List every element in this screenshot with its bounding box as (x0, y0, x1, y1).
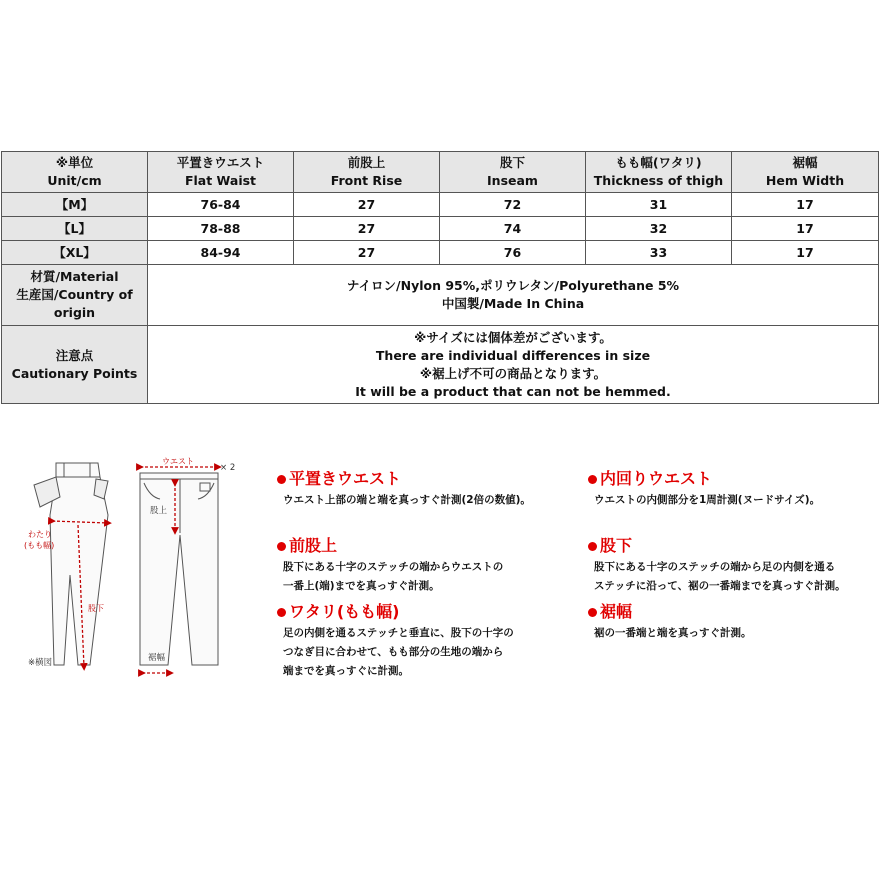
header-inseam: 股下 Inseam (440, 152, 586, 193)
cell-hem-width: 17 (732, 193, 879, 217)
cell-front-rise: 27 (294, 241, 440, 265)
cell-inseam: 74 (440, 217, 586, 241)
desc-title: ワタリ(もも幅) (277, 602, 514, 622)
notes-label: 注意点 Cautionary Points (2, 326, 148, 404)
pants-diagram (20, 455, 240, 685)
bullet-icon (588, 608, 597, 617)
material-label: 材質/Material 生産国/Country of origin (2, 265, 148, 326)
desc-inseam: 股下 股下にある十字のステッチの端から足の内側を通る ステッチに沿って、裾の一番端までを真っすぐ計測。 (588, 536, 846, 596)
inseam-label: 股下 (88, 604, 104, 613)
side-view-pants (34, 463, 108, 665)
cell-thigh: 31 (586, 193, 732, 217)
table-row (2, 241, 879, 265)
cell-flat-waist: 78-88 (148, 217, 294, 241)
desc-title: 平置きウエスト (277, 469, 531, 489)
cell-flat-waist: 84-94 (148, 241, 294, 265)
bullet-icon (588, 475, 597, 484)
notes-row (2, 326, 879, 404)
cell-inseam: 72 (440, 193, 586, 217)
desc-title: 内回りウエスト (588, 469, 820, 489)
cell-front-rise: 27 (294, 217, 440, 241)
side-note: ※横図 (28, 658, 53, 668)
cell-thigh: 32 (586, 217, 732, 241)
bullet-icon (277, 608, 286, 617)
cell-flat-waist: 76-84 (148, 193, 294, 217)
desc-front-rise: 前股上 股下にある十字のステッチの端からウエストの 一番上(端)までを真っすぐ計測。 (277, 536, 503, 596)
desc-flat-waist: 平置きウエスト ウエスト上部の端と端を真っすぐ計測(2倍の数値)。 (277, 469, 531, 510)
desc-inner-waist: 内回りウエスト ウエストの内側部分を1周計測(ヌードサイズ)。 (588, 469, 820, 510)
front-view-pants (140, 473, 218, 665)
waist-label: ウエスト (162, 457, 194, 466)
size-table (1, 151, 879, 404)
size-label: 【L】 (2, 217, 148, 241)
notes-value: ※サイズには個体差がございます。 There are individual differences in size ※裾上げ不可の商品となります。 It will be a product that can not be hemmed. (148, 326, 879, 404)
material-row (2, 265, 879, 326)
header-thigh: もも幅(ワタリ) Thickness of thigh (586, 152, 732, 193)
material-value: ナイロン/Nylon 95%,ポリウレタン/Polyurethane 5% 中国製/Made In China (148, 265, 879, 326)
header-flat-waist: 平置きウエスト Flat Waist (148, 152, 294, 193)
bullet-icon (277, 475, 286, 484)
desc-thigh: ワタリ(もも幅) 足の内側を通るステッチと垂直に、股下の十字の つなぎ目に合わせて、もも部分の生地の端から 端までを真っすぐに計測。 (277, 602, 514, 681)
table-row (2, 217, 879, 241)
header-hem-width: 裾幅 Hem Width (732, 152, 879, 193)
waist-multiplier: × 2 (220, 463, 236, 473)
cell-hem-width: 17 (732, 241, 879, 265)
cell-front-rise: 27 (294, 193, 440, 217)
cell-inseam: 76 (440, 241, 586, 265)
hem-label: 裾幅 (148, 653, 166, 663)
bullet-icon (277, 542, 286, 551)
desc-hem-width: 裾幅 裾の一番端と端を真っすぐ計測。 (588, 602, 752, 643)
cell-hem-width: 17 (732, 217, 879, 241)
rise-label: 股上 (150, 506, 168, 516)
header-unit: ※単位 Unit/cm (2, 152, 148, 193)
thigh-label: わたり (28, 530, 52, 539)
cell-thigh: 33 (586, 241, 732, 265)
table-header-row (2, 152, 879, 193)
desc-title: 股下 (588, 536, 846, 556)
size-label: 【M】 (2, 193, 148, 217)
desc-title: 裾幅 (588, 602, 752, 622)
table-row (2, 193, 879, 217)
header-front-rise: 前股上 Front Rise (294, 152, 440, 193)
desc-title: 前股上 (277, 536, 503, 556)
size-label: 【XL】 (2, 241, 148, 265)
thigh-label-sub: (もも幅) (24, 541, 55, 550)
bullet-icon (588, 542, 597, 551)
